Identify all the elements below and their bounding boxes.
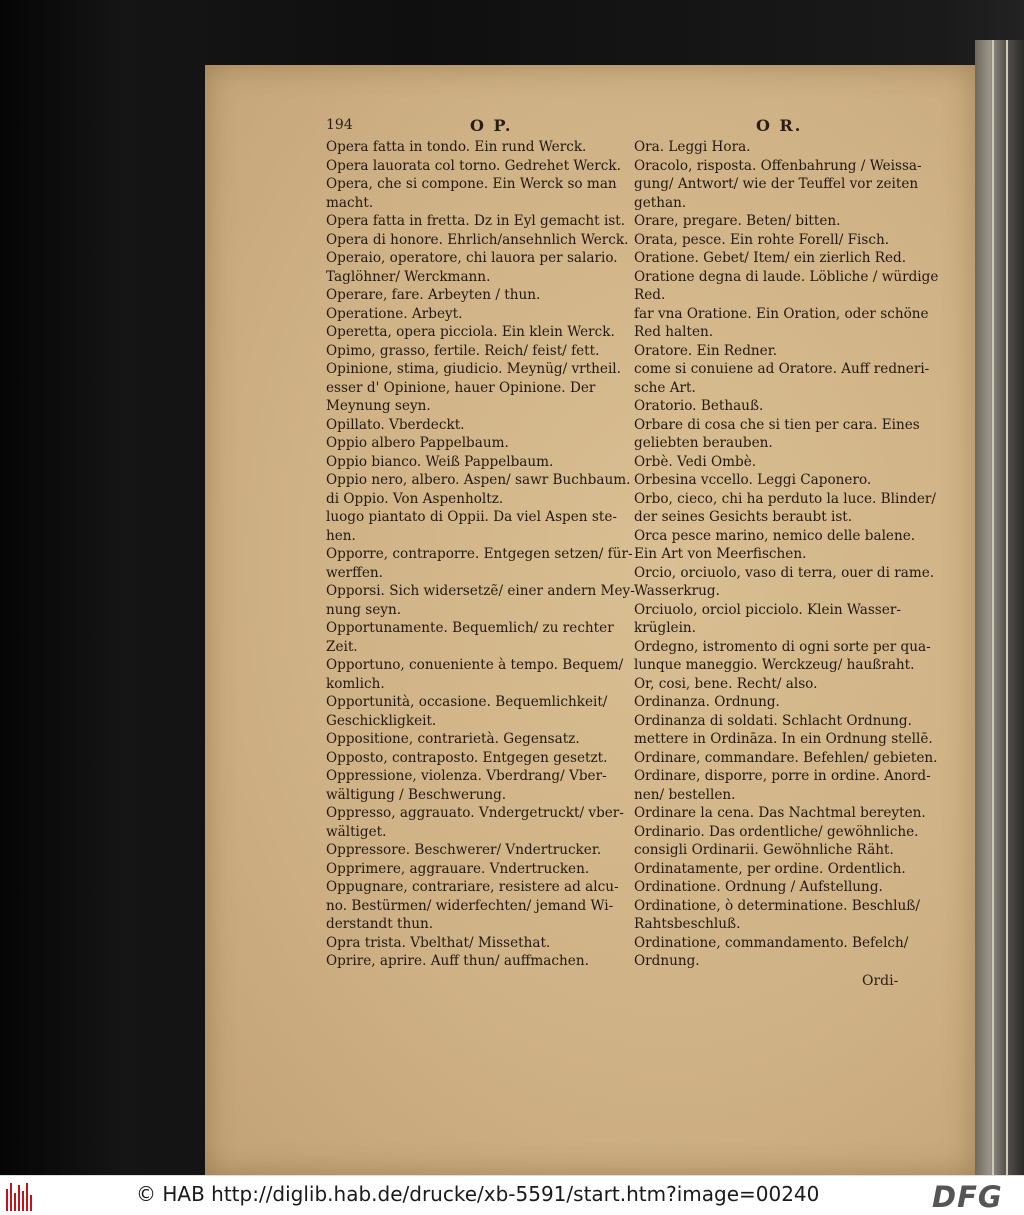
hab-logo-icon[interactable] (4, 1181, 34, 1211)
dictionary-line: Oppressore. Beschwerer/ Vndertrucker. (326, 842, 602, 858)
dictionary-line: Oppio albero Pappelbaum. (326, 435, 509, 451)
dictionary-line: Orca pesce marino, nemico delle balene. (634, 527, 916, 544)
page-number: 194 (326, 117, 353, 133)
dictionary-column-right (634, 138, 939, 971)
dictionary-line: Wasserkrug. (634, 583, 720, 599)
dictionary-line: Ordnung. (634, 953, 700, 969)
dictionary-line: esser d' Opinione, hauer Opinione. Der (326, 379, 596, 396)
page-edge-line (992, 40, 994, 1175)
dictionary-line: Meynung seyn. (326, 398, 431, 414)
dictionary-line: Orbesina vccello. Leggi Caponero. (634, 472, 872, 488)
dictionary-line: no. Bestürmen/ widerfechten/ jemand Wi- (326, 897, 614, 914)
dictionary-line: hen. (326, 527, 356, 544)
dictionary-line: Operare, fare. Arbeyten / thun. (326, 287, 541, 303)
dictionary-line: Zeit. (326, 638, 358, 655)
dictionary-line: derstandt thun. (326, 916, 434, 932)
dictionary-line: Opera di honore. Ehrlich/ansehnlich Werck. (326, 231, 629, 248)
dictionary-line: Oratione. Gebet/ Item/ ein zierlich Red. (634, 250, 907, 266)
dictionary-line: Ordinare la cena. Das Nachtmal bereyten. (634, 805, 926, 821)
dictionary-line: wältiget. (326, 823, 387, 840)
dictionary-line: Opportunamente. Bequemlich/ zu rechter (326, 620, 614, 636)
dictionary-column-left (326, 138, 635, 971)
dictionary-line: werffen. (326, 564, 383, 581)
dictionary-line: Ordinanza. Ordnung. (634, 694, 780, 710)
dictionary-line: consigli Ordinarii. Gewöhnliche Räht. (634, 842, 894, 858)
dictionary-line: Opportuno, conueniente à tempo. Bequem/ (326, 657, 624, 673)
dictionary-line: Or, cosi, bene. Recht/ also. (634, 675, 818, 692)
page-edge-line (1006, 40, 1008, 1175)
dfg-logo[interactable]: DFG (932, 1180, 1003, 1214)
dictionary-line: Oracolo, risposta. Offenbahrung / Weissa- (634, 157, 922, 174)
running-head-left: O P. (470, 116, 513, 135)
dictionary-line: geliebten berauben. (634, 435, 773, 451)
dictionary-line: Oppositione, contrarietà. Gegensatz. (326, 731, 580, 747)
dictionary-line: luogo piantato di Oppii. Da viel Aspen ste- (326, 509, 617, 525)
dictionary-line: Opposto, contraposto. Entgegen gesetzt. (326, 749, 608, 766)
dictionary-line: Opporre, contraporre. Entgegen setzen/ für- (326, 546, 633, 562)
dictionary-line: komlich. (326, 675, 385, 692)
dictionary-line: mettere in Ordināza. In ein Ordnung stellē. (634, 731, 933, 747)
dictionary-line: Opportunità, occasione. Bequemlichkeit/ (326, 694, 608, 710)
dictionary-line: gethan. (634, 194, 687, 211)
dictionary-line: Opillato. Vberdeckt. (326, 416, 465, 433)
dictionary-line: Oppio bianco. Weiß Pappelbaum. (326, 453, 554, 470)
dictionary-line: Ordinare, disporre, porre in ordine. Anord- (634, 768, 931, 784)
dictionary-line: Opimo, grasso, fertile. Reich/ feist/ fett. (326, 342, 600, 359)
dictionary-line: Orbare di cosa che si tien per cara. Eines (634, 416, 920, 433)
dictionary-line: Ora. Leggi Hora. (634, 139, 751, 155)
dictionary-line: Red. (634, 287, 666, 303)
dictionary-line: Oppio nero, albero. Aspen/ sawr Buchbaum. (326, 472, 631, 488)
dictionary-line: Orbo, cieco, chi ha perduto la luce. Blinder/ (634, 490, 936, 507)
dictionary-line: Ordegno, istromento di ogni sorte per qua- (634, 638, 931, 655)
dictionary-line: gung/ Antwort/ wie der Teuffel vor zeiten (634, 176, 919, 192)
dictionary-line: Opera fatta in fretta. Dz in Eyl gemacht ist. (326, 213, 626, 229)
dictionary-line: krüglein. (634, 620, 697, 636)
dictionary-line: Oratione degna di laude. Löbliche / würdige (634, 268, 939, 285)
dictionary-line: Opporsi. Sich widersetzẽ/ einer andern Mey- (326, 583, 635, 599)
dictionary-line: Ordinario. Das ordentliche/ gewöhnliche. (634, 823, 919, 840)
dictionary-line: der seines Gesichts beraubt ist. (634, 509, 853, 525)
running-head-right: O R. (756, 116, 803, 135)
dictionary-line: Ordinatione, ò determinatione. Beschluß/ (634, 897, 920, 914)
footer-bar (0, 1175, 1024, 1215)
dictionary-line: Oratore. Ein Redner. (634, 342, 778, 359)
dictionary-line: Red halten. (634, 324, 714, 340)
dictionary-line: Opprimere, aggrauare. Vndertrucken. (326, 860, 590, 877)
dictionary-line: Ordinare, commandare. Befehlen/ gebieten. (634, 749, 938, 766)
dictionary-line: Orciuolo, orciol picciolo. Klein Wasser- (634, 601, 901, 618)
dictionary-line: Ordinatione, commandamento. Befelch/ (634, 934, 909, 951)
dictionary-line: Rahtsbeschluß. (634, 916, 741, 932)
dictionary-line: macht. (326, 194, 374, 211)
dictionary-line: Oratorio. Bethauß. (634, 398, 764, 414)
dictionary-line: Opera fatta in tondo. Ein rund Werck. (326, 139, 587, 155)
dictionary-line: far vna Oratione. Ein Oration, oder schöne (634, 305, 929, 322)
copyright-link[interactable]: © HAB http://diglib.hab.de/drucke/xb-5591/start.htm?image=00240 (136, 1182, 820, 1206)
dictionary-line: Ordinatamente, per ordine. Ordentlich. (634, 860, 906, 877)
dictionary-line: sche Art. (634, 379, 696, 396)
dictionary-line: Ein Art von Meerfischen. (634, 546, 807, 562)
book-edge (975, 40, 1024, 1175)
dictionary-line: Taglöhner/ Werckmann. (326, 268, 491, 285)
dictionary-line: Oppressione, violenza. Vberdrang/ Vber- (326, 768, 607, 784)
dictionary-line: Geschickligkeit. (326, 712, 437, 729)
dictionary-line: Orbè. Vedi Ombè. (634, 453, 757, 470)
dictionary-line: Operetta, opera picciola. Ein klein Werck. (326, 324, 615, 340)
dictionary-line: Orare, pregare. Beten/ bitten. (634, 213, 841, 229)
dictionary-line: Operatione. Arbeyt. (326, 305, 463, 322)
dictionary-line: nen/ bestellen. (634, 786, 736, 803)
dictionary-line: Operaio, operatore, chi lauora per salario. (326, 250, 618, 266)
dictionary-line: Ordinatione. Ordnung / Aufstellung. (634, 879, 883, 895)
dictionary-line: lunque maneggio. Werckzeug/ haußraht. (634, 657, 915, 673)
dictionary-line: Oppresso, aggrauato. Vndergetruckt/ vber- (326, 805, 624, 821)
dictionary-line: Opinione, stima, giudicio. Meynüg/ vrtheil. (326, 361, 621, 377)
dictionary-line: wältigung / Beschwerung. (326, 786, 507, 803)
dictionary-line: nung seyn. (326, 601, 402, 618)
dictionary-line: Opra trista. Vbelthat/ Missethat. (326, 934, 551, 951)
dictionary-line: Oprire, aprire. Auff thun/ auffmachen. (326, 953, 589, 969)
dictionary-line: come si conuiene ad Oratore. Auff redneri- (634, 361, 930, 377)
dictionary-line: di Oppio. Von Aspenholtz. (326, 490, 504, 507)
dictionary-line: Opera, che si compone. Ein Werck so man (326, 176, 617, 192)
dictionary-line: Orata, pesce. Ein rohte Forell/ Fisch. (634, 231, 890, 248)
dictionary-line: Ordinanza di soldati. Schlacht Ordnung. (634, 712, 912, 729)
catchword: Ordi- (862, 973, 899, 989)
dictionary-line: Opera lauorata col torno. Gedrehet Werck. (326, 157, 621, 174)
dictionary-line: Oppugnare, contrariare, resistere ad alcu- (326, 879, 619, 895)
dictionary-line: Orcio, orciuolo, vaso di terra, ouer di rame. (634, 564, 935, 581)
